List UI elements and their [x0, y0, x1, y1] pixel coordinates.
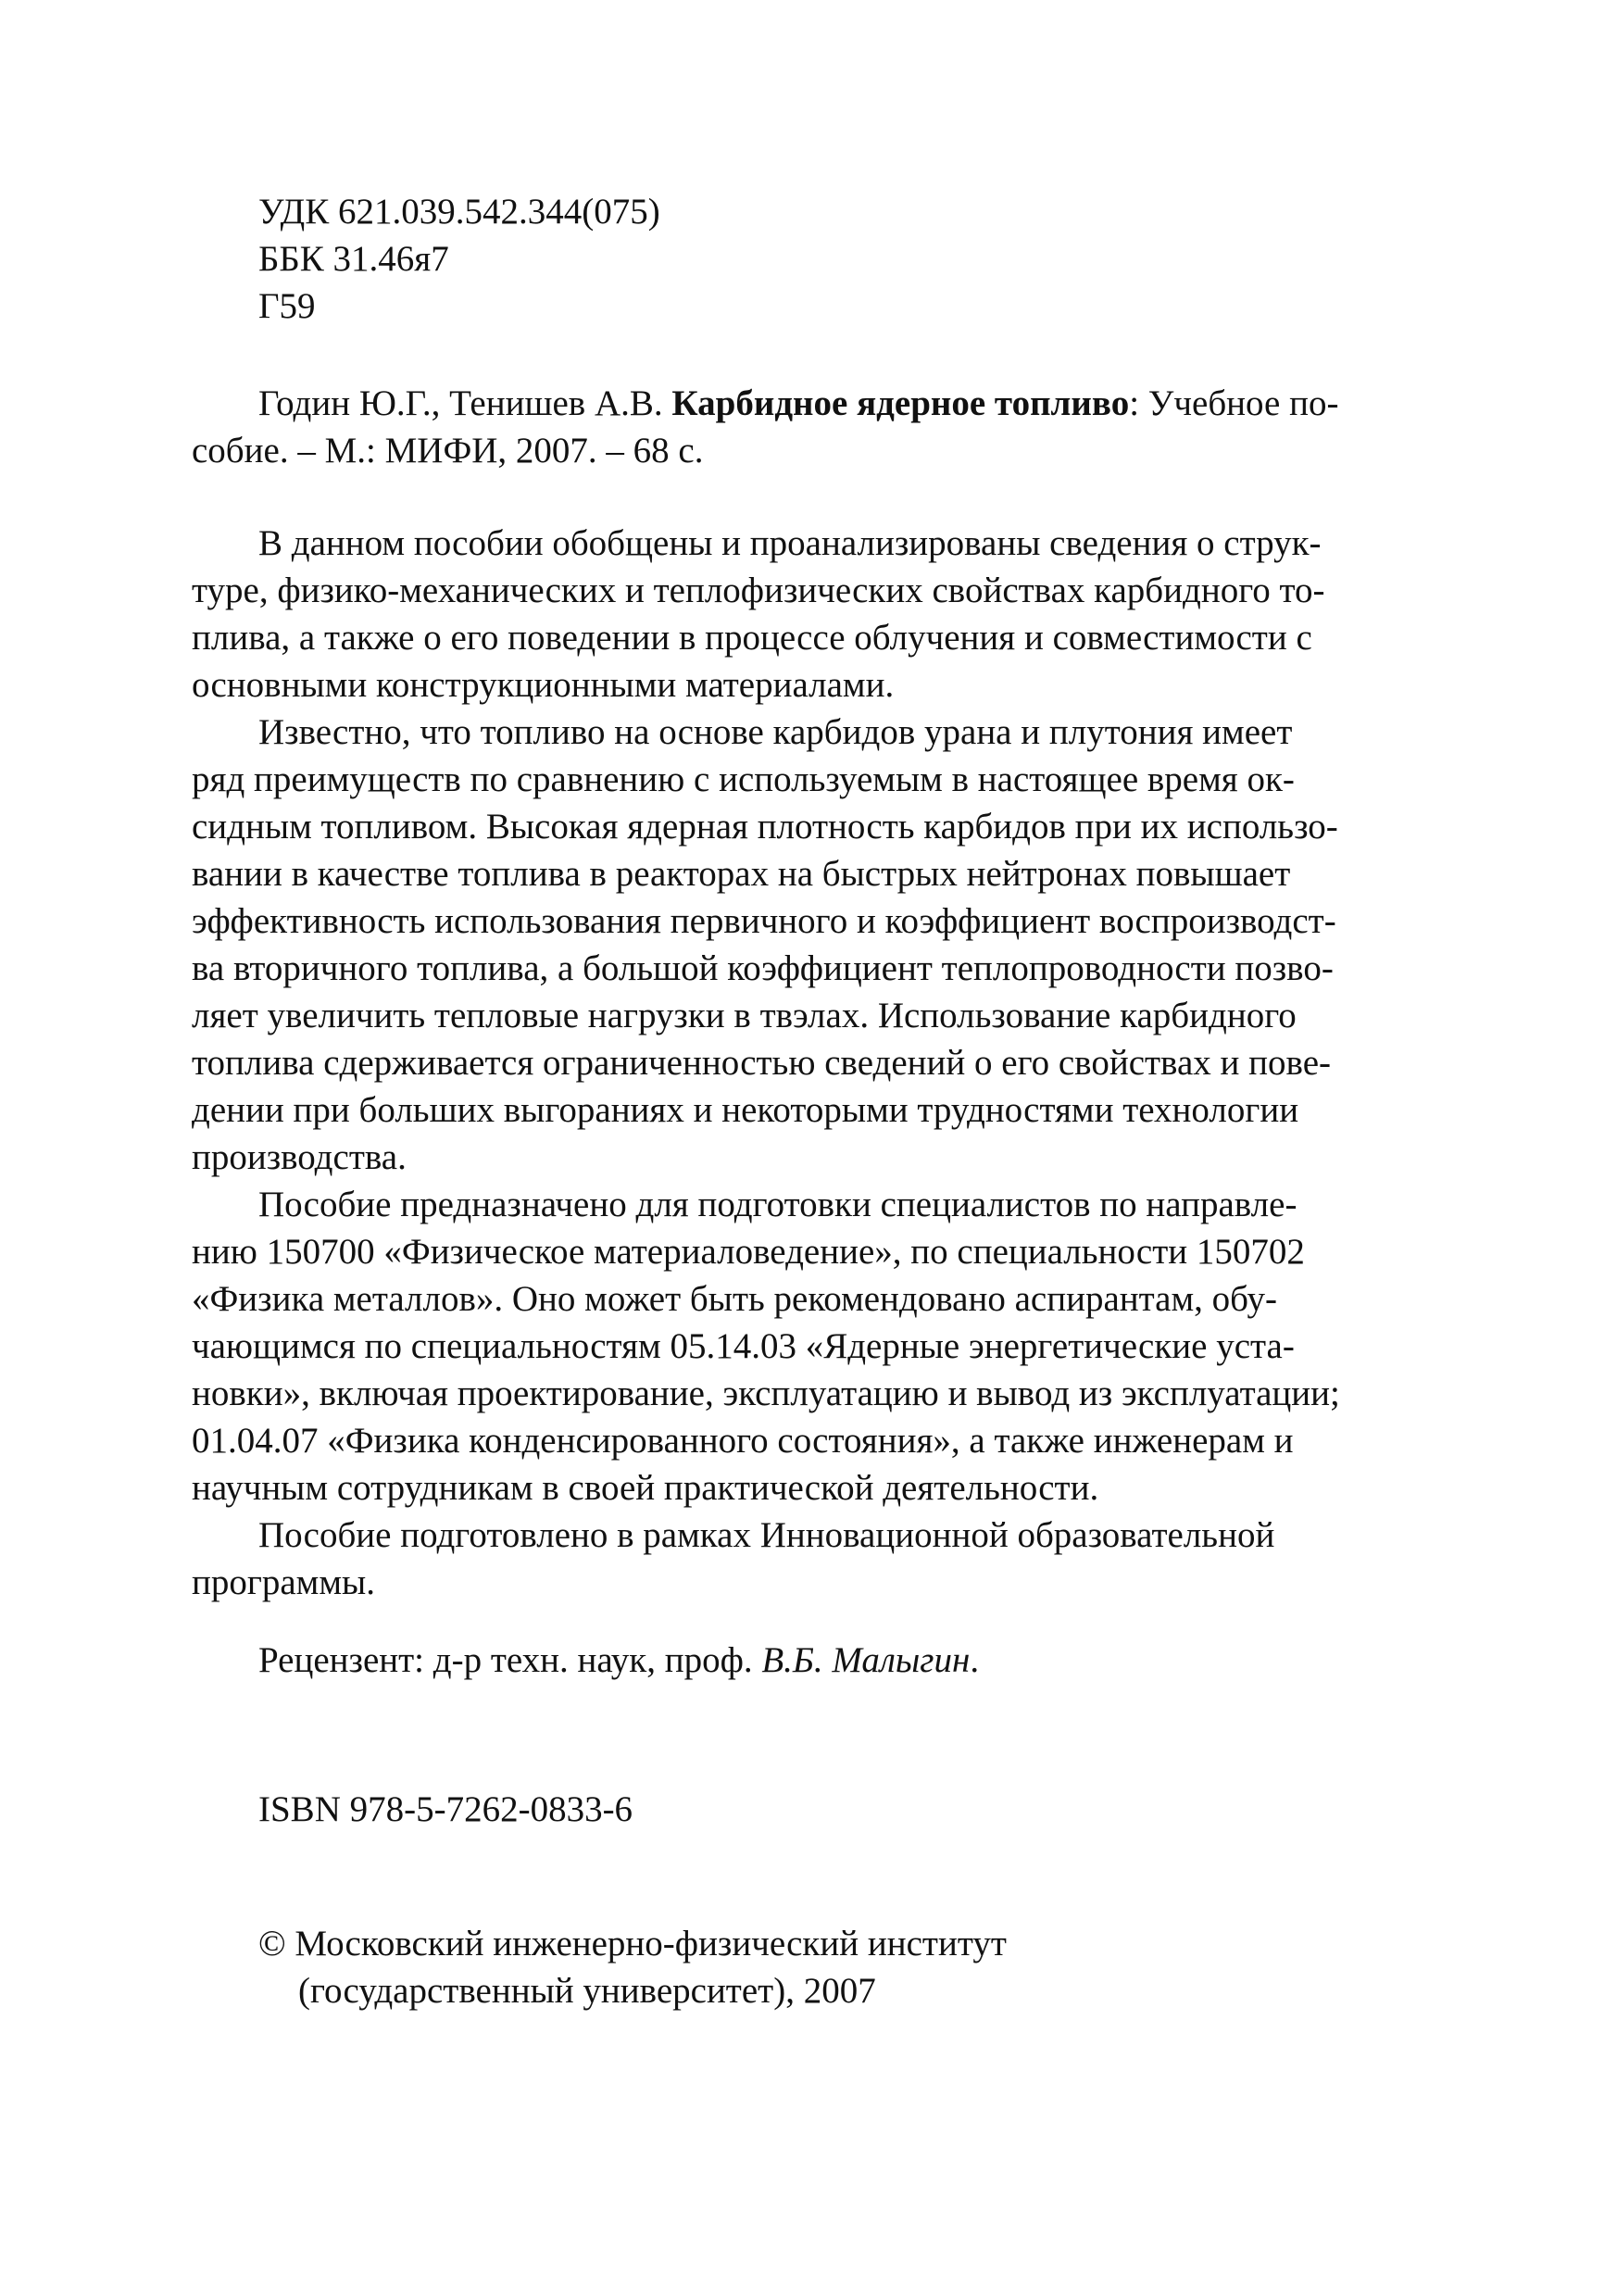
text-line: чающимся по специальностям 05.14.03 «Ядерные энергетические уста-: [192, 1326, 1295, 1366]
text-line: «Физика металлов». Оно может быть рекомендовано аспирантам, обу-: [192, 1279, 1277, 1319]
text-line: плива, а также о его поведении в процессе облучения и совместимости с: [192, 618, 1312, 658]
copyright-notice: [258, 1920, 1370, 2014]
text-line: В данном пособии обобщены и проанализированы сведения о струк-: [258, 523, 1322, 563]
abstract-paragraph-4: [192, 1512, 1433, 1606]
text-line: вании в качестве топлива в реакторах на быстрых нейтронах повышает: [192, 854, 1291, 894]
citation-line-1: [192, 380, 1433, 427]
bbk-code: ББК 31.46я7: [258, 239, 449, 279]
text-line: Известно, что топливо на основе карбидов урана и плутония имеет: [258, 712, 1293, 752]
isbn: [258, 1786, 1370, 1833]
reviewer-line: [192, 1637, 1433, 1684]
abstract-paragraph-1: [192, 520, 1433, 709]
text-line: ва вторичного топлива, а большой коэффициент теплопроводности позво-: [192, 948, 1334, 988]
abstract: [192, 520, 1433, 1606]
isbn-number: ISBN 978-5-7262-0833-6: [258, 1789, 633, 1829]
text-line: эффективность использования первичного и коэффициент воспроизводст-: [192, 901, 1336, 941]
text-line: ряд преимуществ по сравнению с используемым в настоящее время ок-: [192, 759, 1295, 799]
text-line: 01.04.07 «Физика конденсированного состояния», а также инженерам и: [192, 1421, 1294, 1461]
abstract-paragraph-2: [192, 709, 1433, 1181]
text-line: Пособие предназначено для подготовки специалистов по направле-: [258, 1185, 1297, 1224]
text-line: ляет увеличить тепловые нагрузки в твэлах. Использование карбидного: [192, 996, 1297, 1035]
citation-authors: Годин Ю.Г., Тенишев А.В.: [258, 383, 672, 423]
text-line: топлива сдерживается ограниченностью сведений о его свойствах и пове-: [192, 1043, 1331, 1083]
text-line: научным сотрудникам в своей практической деятельности.: [192, 1468, 1099, 1508]
text-line: дении при больших выгораниях и некоторыми трудностями технологии: [192, 1090, 1299, 1130]
reviewer-label: Рецензент: д-р техн. наук, проф.: [258, 1640, 762, 1680]
copyright-line-2: (государственный университет), 2007: [298, 1971, 876, 2011]
text-line: Пособие подготовлено в рамках Инновационной образовательной: [258, 1515, 1275, 1555]
citation-title: Карбидное ядерное топливо: [671, 383, 1130, 423]
citation-type: : Учебное по-: [1129, 383, 1339, 423]
udc-code: УДК 621.039.542.344(075): [258, 192, 660, 232]
text-line: нию 150700 «Физическое материаловедение», по специальности 150702: [192, 1232, 1305, 1272]
text-line: новки», включая проектирование, эксплуатацию и вывод из эксплуатации;: [192, 1374, 1340, 1413]
author-mark: Г59: [258, 286, 316, 326]
classification-block: [258, 188, 1370, 330]
bibliographic-citation: [192, 380, 1433, 474]
abstract-paragraph-3: [192, 1181, 1433, 1512]
copyright-line-1: © Московский инженерно-физический институт: [258, 1924, 1007, 1964]
reviewer-end: .: [970, 1640, 980, 1680]
reviewer-text: [192, 1637, 1433, 1684]
text-line: программы.: [192, 1562, 375, 1602]
text-line: основными конструкционными материалами.: [192, 665, 895, 705]
text-line: туре, физико-механических и теплофизических свойствах карбидного то-: [192, 571, 1325, 610]
text-line: сидным топливом. Высокая ядерная плотность карбидов при их использо-: [192, 807, 1338, 847]
citation-line-2: собие. – М.: МИФИ, 2007. – 68 с.: [192, 431, 704, 470]
reviewer-name: В.Б. Малыгин: [761, 1640, 971, 1680]
text-line: производства.: [192, 1137, 407, 1177]
